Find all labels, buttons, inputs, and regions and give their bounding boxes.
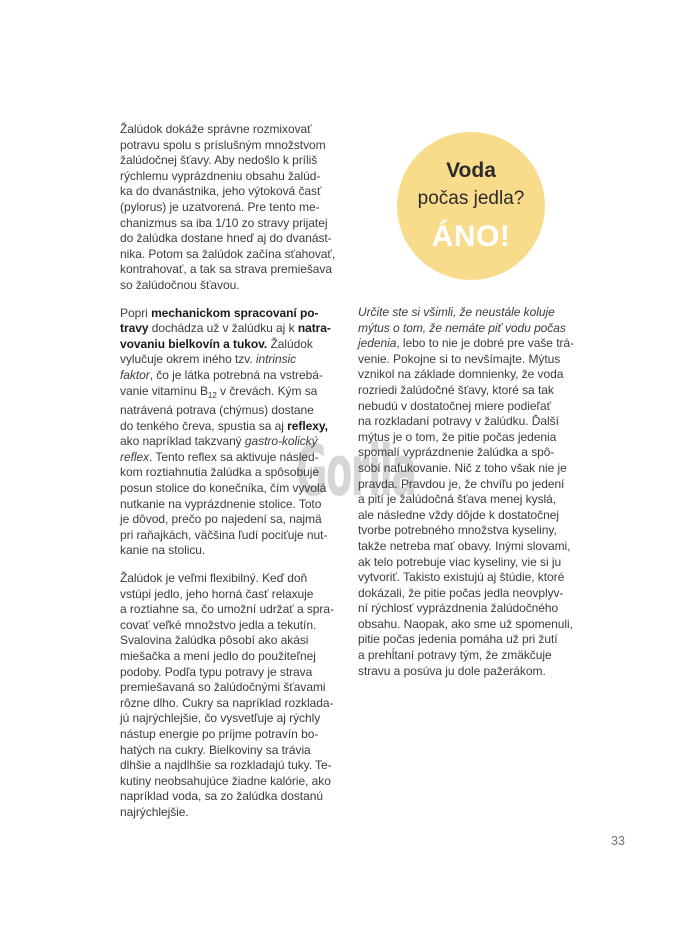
text-line: Popri mechanickom spracovaní po- — [120, 305, 319, 320]
text-line: rýchlemu vyprázdneniu obsahu žalúd- — [120, 168, 321, 183]
text-line: faktor, čo je látka potrebná na vstrebá- — [120, 367, 323, 382]
text-paragraph — [358, 305, 590, 679]
text-line: a pití je žalúdočná šťava menej kyslá, — [358, 492, 557, 507]
text-line: vovaniu bielkovín a tukov. Žalúdok — [120, 336, 313, 351]
text-line: (pylorus) je uzatvorená. Pre tento me- — [120, 199, 320, 214]
text-line: miešačka a mení jedlo do použiteľnej — [120, 649, 316, 663]
text-paragraph — [120, 306, 352, 560]
text-line: najrýchlejšie. — [120, 804, 189, 819]
text-line: do žalúdka dostane hneď aj do dvanást- — [120, 231, 332, 246]
right-text-column — [358, 305, 590, 679]
text-line: tvorbe potrebného množstva kyseliny, — [358, 523, 557, 538]
text-line: kanie na stolicu. — [120, 543, 206, 558]
text-line: dokázali, že pitie počas jedla neovplyv- — [358, 585, 564, 600]
text-line: takže netreba mať obavy. Inými slovami, — [358, 538, 571, 553]
text-line: nika. Potom sa žalúdok začína sťahovať, — [120, 246, 336, 261]
text-paragraph — [120, 122, 352, 294]
text-line: spomalí vyprázdnenie žalúdka a spô- — [358, 445, 555, 460]
text-line: posun stolice do konečníka, čím vyvolá — [120, 481, 327, 496]
text-line: a prehĺtaní potravy tým, že zmäkčuje — [358, 648, 552, 663]
text-line: pitie počas jedenia pomáha už pri žutí — [358, 632, 558, 647]
text-line: vytvoriť. Takisto existujú aj štúdie, ktoré — [358, 570, 565, 585]
left-text-column — [120, 122, 352, 821]
text-line: vznikol na základe domnienky, že voda — [358, 367, 564, 382]
text-line: ale následne vždy dôjde k dostatočnej — [358, 507, 559, 522]
badge-answer: ÁNO! — [431, 220, 511, 254]
text-line: kutiny neobsahujúce žiadne kalórie, ako — [120, 773, 331, 788]
text-line: stravu a posúva ju dole pažerákom. — [358, 663, 546, 678]
text-line: do tenkého čreva, spustia sa aj reflexy, — [120, 418, 328, 433]
text-line: potravu spolu s príslušným množstvom — [120, 137, 326, 152]
badge-question: počas jedla? — [417, 188, 525, 210]
text-line: reflex. Tento reflex sa aktivuje násled- — [120, 449, 319, 464]
text-line: hatých na cukry. Bielkoviny sa trávia — [120, 742, 311, 757]
text-line: nástup energie po príjme potravín bo- — [120, 726, 319, 741]
text-line: mýtus je o tom, že pitie počas jedenia — [358, 429, 557, 444]
text-line: so žalúdočnou šťavou. — [120, 277, 240, 292]
text-line: vstúpi jedlo, jeho horná časť relaxuje — [120, 586, 314, 601]
text-line: dlhšie a najdlhšie sa rozkladajú tuky. Te- — [120, 758, 332, 773]
text-paragraph — [120, 571, 352, 821]
text-line: rozriedi žalúdočné šťavy, ktoré sa tak — [358, 382, 554, 397]
text-line: ako napríklad takzvaný gastro-kolický — [120, 434, 318, 449]
text-line: vanie vitamínu $B_{12}$ v črevách. Kým sa — [120, 383, 318, 400]
text-line: sobí nafukovanie. Nič z toho však nie je — [358, 460, 567, 475]
text-line: pravda. Pravdou je, že chvíľu po jedení — [358, 476, 565, 491]
text-line: Svalovina žalúdka pôsobí ako akási — [120, 633, 309, 648]
badge-title: Voda — [446, 159, 496, 183]
text-line: žalúdočnej šťavy. Aby nedošlo k príliš — [120, 153, 318, 168]
text-line: premiešavaná so žalúdočnými šťavami — [120, 680, 326, 695]
text-line: travy dochádza už v žalúdku aj k natra- — [120, 321, 331, 336]
text-line: Určite ste si všimli, že neustále koluje — [358, 305, 555, 319]
text-line: chanizmus sa iba 1/10 zo stravy prijatej — [120, 215, 328, 230]
text-line: venie. Pokojne si to nevšímajte. Mýtus — [358, 351, 561, 366]
text-line: Žalúdok dokáže správne rozmixovať — [120, 122, 312, 136]
text-line: ní rýchlosť vyprázdnenia žalúdočného — [358, 601, 559, 616]
gorila-watermark: Gorila — [296, 430, 416, 512]
text-line: covať veľké množstvo jedla a tekutín. — [120, 617, 317, 632]
text-line: nutkanie na vyprázdnenie stolice. Toto — [120, 496, 322, 511]
water-question-badge — [397, 132, 545, 280]
text-line: je dôvod, prečo po najedení sa, najmä — [120, 512, 322, 527]
text-line: vylučuje okrem iného tzv. intrinsic — [120, 352, 297, 367]
text-line: obsahu. Naopak, ako sme už spomenuli, — [358, 616, 573, 631]
text-line: ak telo potrebuje viac kyseliny, vie si ju — [358, 554, 562, 569]
text-line: kontrahovať, a tak sa strava premiešava — [120, 262, 332, 277]
text-line: na rozkladaní potravy v žalúdku. Ďalší — [358, 414, 559, 429]
text-line: rôzne dlho. Cukry sa napríklad rozklada- — [120, 695, 334, 710]
text-line: Žalúdok je veľmi flexibilný. Keď doň — [120, 571, 308, 586]
text-line: ka do dvanástnika, jeho výtoková časť — [120, 184, 322, 199]
text-line: mýtus o tom, že nemáte piť vodu počas — [358, 320, 566, 335]
text-line: natrávená potrava (chýmus) dostane — [120, 403, 314, 418]
text-line: napríklad voda, sa zo žalúdka dostanú — [120, 789, 323, 804]
text-line: a roztiahne sa, čo umožní udržať a spra- — [120, 602, 334, 617]
text-line: jedenia, lebo to nie je dobré pre vaše trá- — [358, 336, 574, 351]
text-line: kom roztiahnutia žalúdka a spôsobuje — [120, 465, 319, 480]
text-line: podoby. Podľa typu potravy je strava — [120, 664, 313, 679]
text-line: pri raňajkách, väčšina ľudí pociťuje nut- — [120, 527, 328, 542]
page-number: 33 — [611, 834, 625, 848]
text-line: jú najrýchlejšie, čo vysvetľuje aj rýchly — [120, 711, 321, 726]
text-line: nebudú v dostatočnej miere podieľať — [358, 398, 552, 413]
